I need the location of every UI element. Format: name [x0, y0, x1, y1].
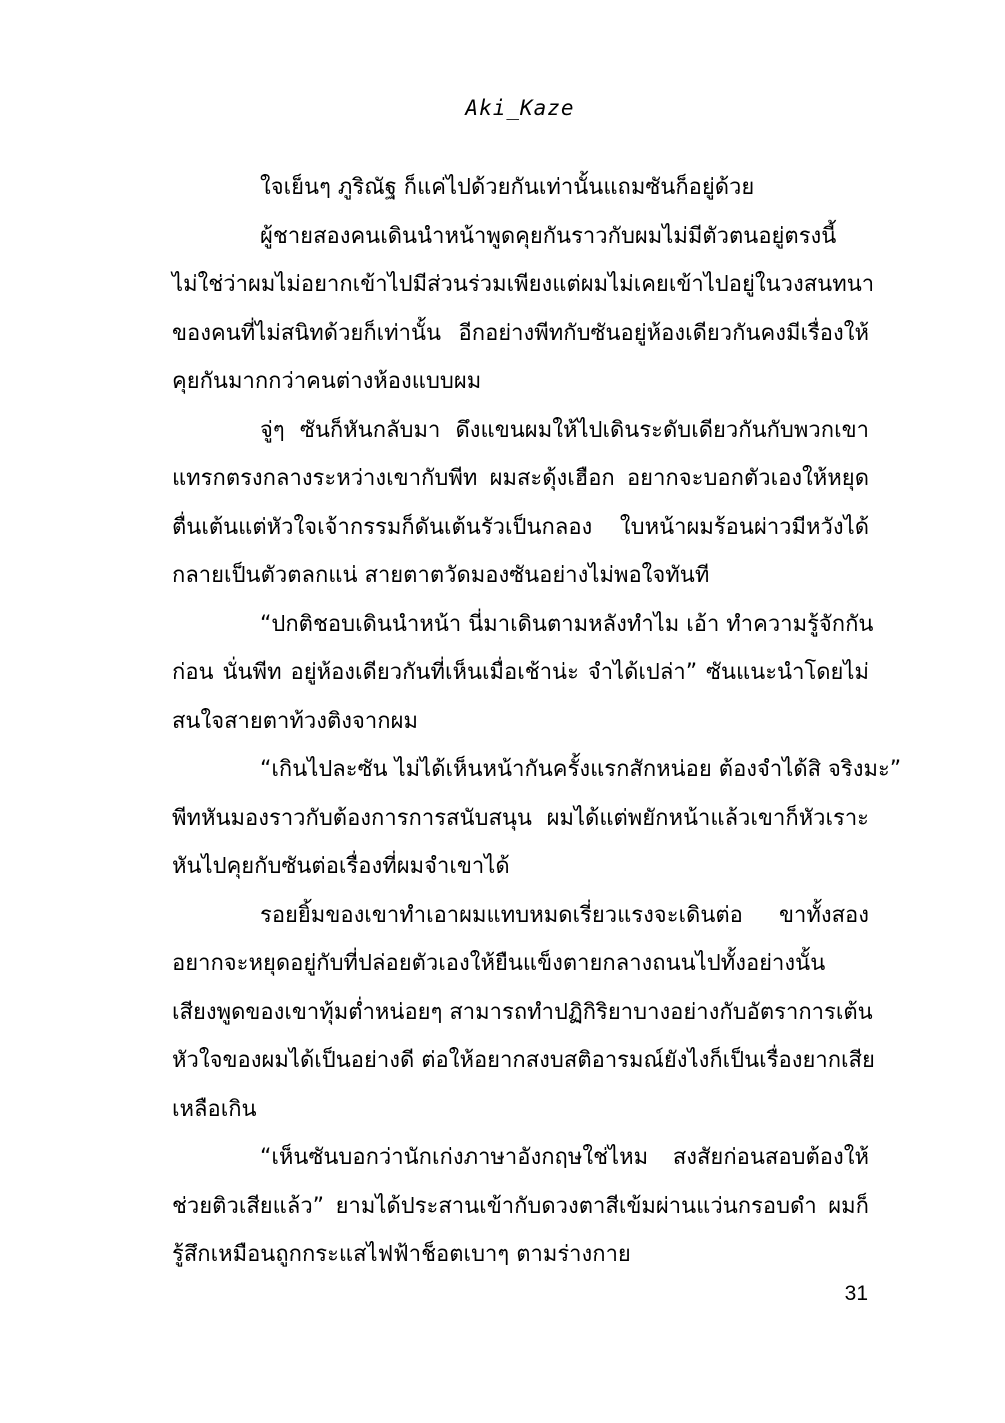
text-line: แทรกตรงกลางระหว่างเขากับพีท ผมสะดุ้งเฮือก อยากจะบอกตัวเองให้หยุด	[172, 466, 869, 491]
text-line: หัวใจของผมได้เป็นอย่างดี ต่อให้อยากสงบสติอารมณ์ยังไงก็เป็นเรื่องยากเสีย	[172, 1048, 875, 1073]
header-title: Aki_Kaze	[465, 96, 575, 120]
text-line: “เห็นซันบอกว่านักเก่งภาษาอังกฤษใช่ไหม สงสัยก่อนสอบต้องให้	[260, 1145, 869, 1170]
text-line: ตื่นเต้นแต่หัวใจเจ้ากรรมก็ดันเต้นรัวเป็นกลอง ใบหน้าผมร้อนผ่าวมีหวังได้	[172, 514, 869, 540]
text-line: สนใจสายตาท้วงติงจากผม	[172, 708, 418, 734]
text-line: กลายเป็นตัวตลกแน่ สายตาตวัดมองซันอย่างไม่พอใจทันที	[172, 563, 710, 588]
text-line: ผู้ชายสองคนเดินนำหน้าพูดคุยกันราวกับผมไม่มีตัวตนอยู่ตรงนี้	[260, 223, 837, 249]
text-line: “ปกติชอบเดินนำหน้า นี่มาเดินตามหลังทำไม เอ้า ทำความรู้จักกัน	[260, 611, 874, 637]
text-line: คุยกันมากกว่าคนต่างห้องแบบผม	[172, 369, 482, 394]
text-line: ของคนที่ไม่สนิทด้วยก็เท่านั้น อีกอย่างพีทกับซันอยู่ห้องเดียวกันคงมีเรื่องให้	[172, 320, 869, 346]
body-text	[172, 164, 902, 1280]
text-line: พีทหันมองราวกับต้องการการสนับสนุน ผมได้แต่พยักหน้าแล้วเขาก็หัวเราะ	[172, 805, 869, 831]
text-line: ใจเย็นๆ ภูริณัฐ ก็แค่ไปด้วยกันเท่านั้นแถมซันก็อยู่ด้วย	[260, 175, 755, 200]
text-line: หันไปคุยกับซันต่อเรื่องที่ผมจำเขาได้	[172, 854, 510, 879]
page-number: 31	[844, 1282, 868, 1305]
text-line: ก่อน นั่นพีท อยู่ห้องเดียวกันที่เห็นเมื่อเช้าน่ะ จำได้เปล่า” ซันแนะนำโดยไม่	[172, 660, 869, 685]
text-line: จู่ๆ ซันก็หันกลับมา ดึงแขนผมให้ไปเดินระดับเดียวกันกับพวกเขา	[260, 417, 869, 443]
text-line: รู้สึกเหมือนถูกกระแสไฟฟ้าช็อตเบาๆ ตามร่างกาย	[172, 1242, 631, 1267]
text-line: รอยยิ้มของเขาทำเอาผมแทบหมดเรี่ยวแรงจะเดินต่อ ขาทั้งสอง	[260, 902, 869, 928]
text-line: ช่วยติวเสียแล้ว” ยามได้ประสานเข้ากับดวงตาสีเข้มผ่านแว่นกรอบดำ ผมก็	[172, 1193, 869, 1219]
text-line: เสียงพูดของเขาทุ้มต่ำหน่อยๆ สามารถทำปฏิกิริยาบางอย่างกับอัตราการเต้น	[172, 999, 873, 1025]
text-line: ไม่ใช่ว่าผมไม่อยากเข้าไปมีส่วนร่วมเพียงแต่ผมไม่เคยเข้าไปอยู่ในวงสนทนา	[172, 272, 875, 297]
text-line: “เกินไปละซัน ไม่ได้เห็นหน้ากันครั้งแรกสักหน่อย ต้องจำได้สิ จริงมะ”	[260, 757, 902, 782]
text-line: อยากจะหยุดอยู่กับที่ปล่อยตัวเองให้ยืนแข็งตายกลางถนนไปทั้งอย่างนั้น	[172, 951, 826, 976]
text-line: เหลือเกิน	[172, 1096, 257, 1122]
